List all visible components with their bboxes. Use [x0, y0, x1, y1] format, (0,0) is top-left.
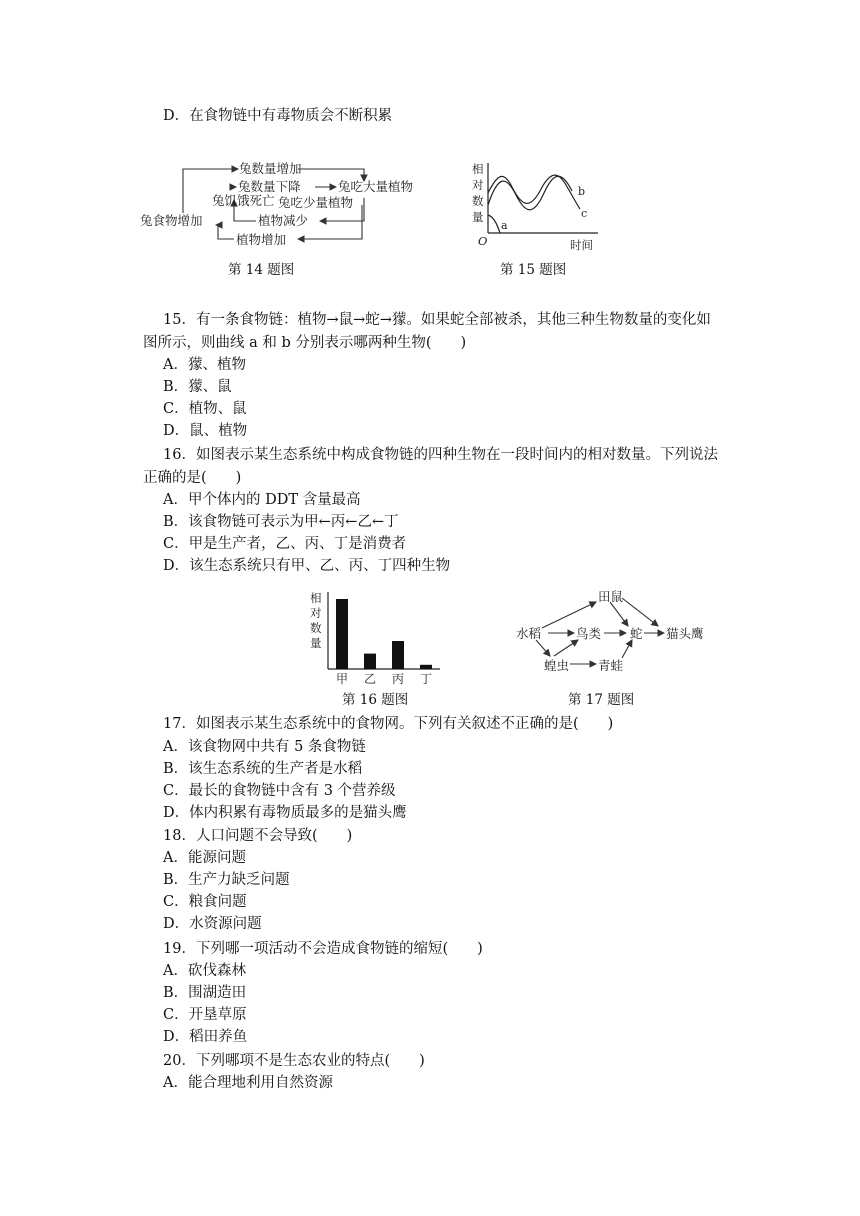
q17-stem: 17．如图表示某生态系统中的食物网。下列有关叙述不正确的是( ) [163, 716, 614, 732]
fig15-ylabel-2: 对 [472, 178, 484, 192]
fig16-category-label-2: 乙 [363, 672, 377, 686]
q18-option-a: A．能源问题 [163, 850, 246, 866]
fig16-bar-1 [336, 599, 348, 669]
q20-stem: 20．下列哪项不是生态农业的特点( ) [163, 1053, 425, 1069]
fig15-caption: 第 15 题图 [500, 262, 567, 278]
fig16-category-label-4: 丁 [419, 672, 433, 686]
fig16-chart [300, 588, 450, 688]
fig17-arrow-frog-snake [622, 640, 632, 658]
fig17-arrow-locust-bird [554, 640, 578, 656]
fig15-label-b: b [578, 185, 586, 198]
q17-option-a: A．该食物网中共有 5 条食物链 [163, 739, 366, 755]
fig16-category-label-1: 甲 [335, 672, 349, 686]
q15-option-a: A．獴、植物 [163, 357, 246, 373]
fig14-node-eat-less: 兔吃少量植物 [278, 195, 354, 210]
fig14-node-plant-down: 植物减少 [258, 213, 309, 228]
q20-option-a: A．能合理地利用自然资源 [163, 1075, 333, 1091]
fig17-arrow-mouse-owl [622, 598, 658, 626]
fig16-bar-4 [420, 665, 432, 669]
fig17-arrow-rice-mouse [542, 602, 596, 628]
fig17-node-frog: 青蛙 [598, 658, 624, 673]
fig17-node-locust: 蝗虫 [544, 658, 570, 673]
fig17-svg [512, 588, 727, 688]
fig16-bar-2 [364, 654, 376, 669]
fig16-caption: 第 16 题图 [342, 692, 409, 708]
fig17-node-owl: 猫头鹰 [666, 626, 704, 641]
fig17-diagram [512, 588, 727, 688]
q18-option-b: B．生产力缺乏问题 [163, 872, 290, 888]
fig16-ylabel-3: 数 [310, 621, 322, 635]
fig16-ylabel-2: 对 [310, 606, 322, 620]
fig15-label-c: c [581, 207, 588, 220]
q18-option-c: C．粮食问题 [163, 894, 247, 910]
fig16-category-label-3: 丙 [391, 672, 405, 686]
fig15-chart [468, 155, 608, 265]
q15-option-c: C．植物、鼠 [163, 401, 247, 417]
fig14-caption: 第 14 题图 [228, 262, 295, 278]
q17-option-b: B．该生态系统的生产者是水稻 [163, 761, 363, 777]
fig17-caption: 第 17 题图 [568, 692, 635, 708]
q16-stem-line1: 16．如图表示某生态系统中构成食物链的四种生物在一段时间内的相对数量。下列说法 [163, 447, 718, 463]
fig14-node-plant-up: 植物增加 [236, 232, 287, 247]
q15-option-b: B．獴、鼠 [163, 379, 232, 395]
q19-option-c: C．开垦草原 [163, 1007, 247, 1023]
q18-option-d: D．水资源问题 [163, 916, 262, 932]
q19-option-b: B．围湖造田 [163, 985, 247, 1001]
q17-option-c: C．最长的食物链中含有 3 个营养级 [163, 783, 396, 799]
fig17-node-snake: 蛇 [630, 626, 643, 641]
fig16-bar-3 [392, 641, 404, 669]
fig17-node-mouse: 田鼠 [598, 589, 624, 604]
fig15-ylabel-3: 数 [472, 194, 484, 208]
fig16-ylabel-1: 相 [310, 591, 322, 605]
fig15-curve-a [488, 215, 500, 233]
q15-option-d: D．鼠、植物 [163, 423, 248, 439]
fig14-diagram [138, 155, 448, 275]
q15-stem-line1: 15．有一条食物链：植物→鼠→蛇→獴。如果蛇全部被杀，其他三种生物数量的变化如 [163, 312, 711, 328]
fig14-arrow-5 [234, 187, 236, 188]
fig15-ylabel-1: 相 [472, 162, 484, 176]
fig17-node-rice: 水稻 [516, 626, 542, 641]
fig17-arrow-mouse-snake [610, 602, 628, 626]
fig14-node-rabbit-up: 兔数量增加 [239, 161, 302, 176]
fig15-curve-b [488, 176, 572, 210]
fig17-node-bird: 鸟类 [576, 626, 602, 641]
fig15-svg [468, 155, 608, 265]
fig14-node-eat-more: 兔吃大量植物 [338, 179, 414, 194]
q19-stem: 19．下列哪一项活动不会造成食物链的缩短( ) [163, 941, 483, 957]
q16-option-c: C．甲是生产者，乙、丙、丁是消费者 [163, 536, 407, 552]
fig14-arrow-8 [216, 225, 234, 239]
fig14-node-rabbit-down: 兔数量下降 [238, 179, 301, 194]
q18-stem: 18．人口问题不会导致( ) [163, 828, 353, 844]
fig16-ylabel-4: 量 [310, 636, 322, 650]
q19-option-a: A．砍伐森林 [163, 963, 246, 979]
q16-option-d: D．该生态系统只有甲、乙、丙、丁四种生物 [163, 558, 451, 574]
fig14-node-food-up: 兔食物增加 [140, 213, 203, 228]
q16-option-b: B．该食物链可表示为甲←丙←乙←丁 [163, 514, 399, 530]
q15-stem-line2: 图所示，则曲线 a 和 b 分别表示哪两种生物( ) [143, 335, 467, 351]
q14-option-d: D．在食物链中有毒物质会不断积累 [163, 108, 393, 124]
fig15-ylabel-4: 量 [472, 210, 484, 224]
fig14-node-starve: 兔饥饿死亡 [212, 193, 275, 208]
q16-option-a: A．甲个体内的 DDT 含量最高 [163, 492, 361, 508]
fig15-xlabel: 时间 [570, 238, 593, 252]
fig14-svg [138, 155, 448, 275]
fig16-svg [300, 588, 450, 688]
fig15-curve-c [488, 175, 580, 209]
fig15-origin: O [478, 234, 488, 248]
q19-option-d: D．稻田养鱼 [163, 1029, 248, 1045]
fig17-arrow-rice-locust [536, 640, 550, 656]
q16-stem-line2: 正确的是( ) [143, 470, 242, 486]
fig15-label-a: a [501, 219, 508, 232]
q17-option-d: D．体内积累有毒物质最多的是猫头鹰 [163, 805, 407, 821]
